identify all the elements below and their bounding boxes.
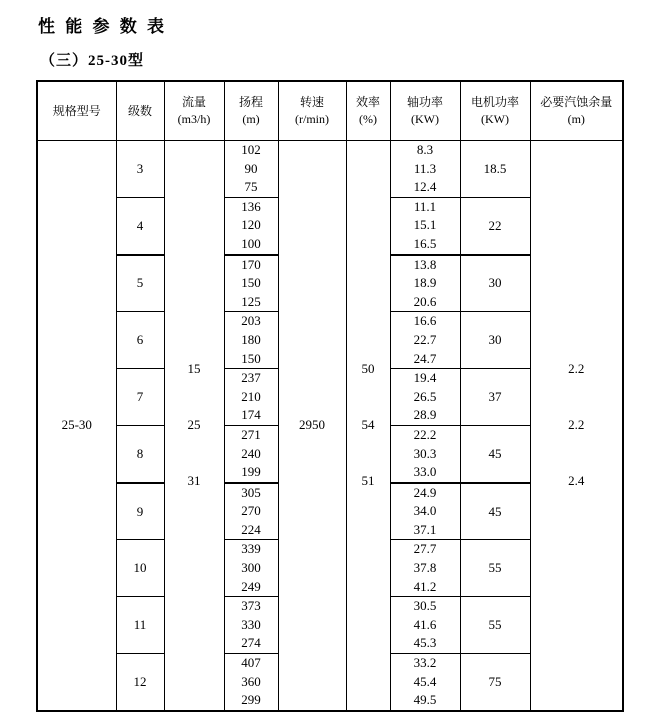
head-value: 407 [241,655,261,671]
shaft-power-value: 20.6 [413,293,437,309]
shaft-power-value: 49.5 [413,692,437,708]
col-header-shaft-power: 轴功率 (KW) [390,81,460,141]
head-value: 300 [241,560,261,576]
shaft-power-value: 8.3 [416,142,434,157]
shaft-power-value: 19.4 [413,370,437,386]
motor-power-cell: 55 [460,540,530,597]
head-value: 174 [241,407,261,423]
motor-power-cell: 30 [460,255,530,312]
head-value: 180 [241,331,261,347]
shaft-power-value: 15.1 [413,217,437,233]
head-value: 373 [241,598,261,614]
shaft-power-value: 12.4 [413,179,437,195]
shaft-power-value: 18.9 [413,275,437,291]
shaft-power-value: 16.5 [413,235,437,251]
head-values-cell [224,255,278,312]
col-header-motor-power: 电机功率 (KW) [460,81,530,141]
head-value: 237 [241,370,261,386]
stage-cell: 8 [116,425,164,482]
head-values-cell [224,483,278,540]
header-row [37,81,623,141]
head-values-cell [224,654,278,711]
shaft-power-cell [390,654,460,711]
efficiency-value: 54 [361,417,375,433]
shaft-power-cell [390,312,460,369]
shaft-power-value: 22.7 [413,331,437,347]
shaft-power-value: 37.8 [413,560,437,576]
head-value: 125 [241,293,261,309]
head-values-cell [224,369,278,426]
col-header-npsh: 必要汽蚀余量 (m) [530,81,623,141]
stage-cell: 3 [116,141,164,198]
shaft-power-value: 11.1 [413,198,437,214]
npsh-value: 2.4 [568,473,585,489]
head-value: 271 [241,426,261,442]
shaft-power-value: 26.5 [413,388,437,404]
efficiency-value: 51 [361,473,375,489]
head-value: 75 [244,179,258,195]
head-value: 299 [241,692,261,708]
head-value: 360 [241,673,261,689]
shaft-power-value: 22.2 [413,426,437,442]
head-value: 90 [244,160,258,176]
col-header-model: 规格型号 [37,81,116,141]
head-values-cell [224,540,278,597]
shaft-power-value: 34.0 [413,503,437,519]
shaft-power-cell [390,197,460,254]
shaft-power-cell [390,255,460,312]
stage-cell: 11 [116,597,164,654]
shaft-power-cell [390,597,460,654]
npsh-cell [530,141,623,711]
motor-power-cell: 22 [460,197,530,254]
npsh-value: 2.2 [568,417,585,433]
head-value: 240 [241,445,261,461]
shaft-power-value: 45.3 [413,635,437,651]
shaft-power-value: 41.6 [413,616,437,632]
head-values-cell [224,197,278,254]
shaft-power-cell [390,425,460,482]
performance-parameter-table [36,80,624,712]
motor-power-cell: 45 [460,425,530,482]
stage-cell: 4 [116,197,164,254]
shaft-power-value: 24.7 [413,350,437,366]
shaft-power-value: 24.9 [413,484,437,500]
shaft-power-value: 11.3 [413,160,437,176]
stage-cell: 12 [116,654,164,711]
efficiency-cell [346,141,390,711]
stage-cell: 7 [116,369,164,426]
page-title: 性 能 参 数 表 [38,17,167,36]
shaft-power-value: 33.2 [413,655,437,671]
shaft-power-value: 30.3 [413,445,437,461]
shaft-power-value: 28.9 [413,407,437,423]
shaft-power-value: 37.1 [413,521,437,537]
head-value: 203 [241,313,261,329]
shaft-power-value: 16.6 [413,313,437,329]
motor-power-cell: 30 [460,312,530,369]
shaft-power-value: 33.0 [413,464,437,480]
stage-cell: 6 [116,312,164,369]
head-value: 210 [241,388,261,404]
motor-power-cell: 37 [460,369,530,426]
col-header-stages: 级数 [116,81,164,141]
flow-value: 25 [187,417,201,433]
head-value: 270 [241,503,261,519]
head-value: 305 [241,484,261,500]
head-value: 100 [241,235,261,251]
shaft-power-cell [390,483,460,540]
head-value: 170 [241,256,261,272]
shaft-power-cell [390,141,460,198]
table-row [37,141,623,198]
npsh-value: 2.2 [568,361,585,377]
head-value: 102 [241,142,261,157]
model-cell: 25-30 [37,141,116,711]
head-value: 120 [241,217,261,233]
page-subtitle: （三）25-30型 [40,53,144,69]
shaft-power-value: 30.5 [413,598,437,614]
shaft-power-cell [390,369,460,426]
shaft-power-value: 45.4 [413,673,437,689]
head-value: 199 [241,464,261,480]
head-value: 150 [241,350,261,366]
shaft-power-value: 27.7 [413,541,437,557]
head-value: 136 [241,198,261,214]
shaft-power-value: 13.8 [413,256,437,272]
motor-power-cell: 55 [460,597,530,654]
col-header-flow: 流量 (m3/h) [164,81,224,141]
shaft-power-cell [390,540,460,597]
head-values-cell [224,312,278,369]
head-values-cell [224,425,278,482]
stage-cell: 9 [116,483,164,540]
col-header-head: 扬程 (m) [224,81,278,141]
head-value: 150 [241,275,261,291]
shaft-power-value: 41.2 [413,578,437,594]
stage-cell: 10 [116,540,164,597]
col-header-speed: 转速 (r/min) [278,81,346,141]
head-value: 339 [241,541,261,557]
head-value: 224 [241,521,261,537]
efficiency-value: 50 [361,361,375,377]
head-value: 274 [241,635,261,651]
motor-power-cell: 45 [460,483,530,540]
head-values-cell [224,141,278,198]
motor-power-cell: 18.5 [460,141,530,198]
head-value: 249 [241,578,261,594]
motor-power-cell: 75 [460,654,530,711]
head-value: 330 [241,616,261,632]
flow-value: 31 [187,473,201,489]
speed-cell: 2950 [278,141,346,711]
head-values-cell [224,597,278,654]
col-header-efficiency: 效率 (%) [346,81,390,141]
flow-cell [164,141,224,711]
flow-value: 15 [187,361,201,377]
stage-cell: 5 [116,255,164,312]
